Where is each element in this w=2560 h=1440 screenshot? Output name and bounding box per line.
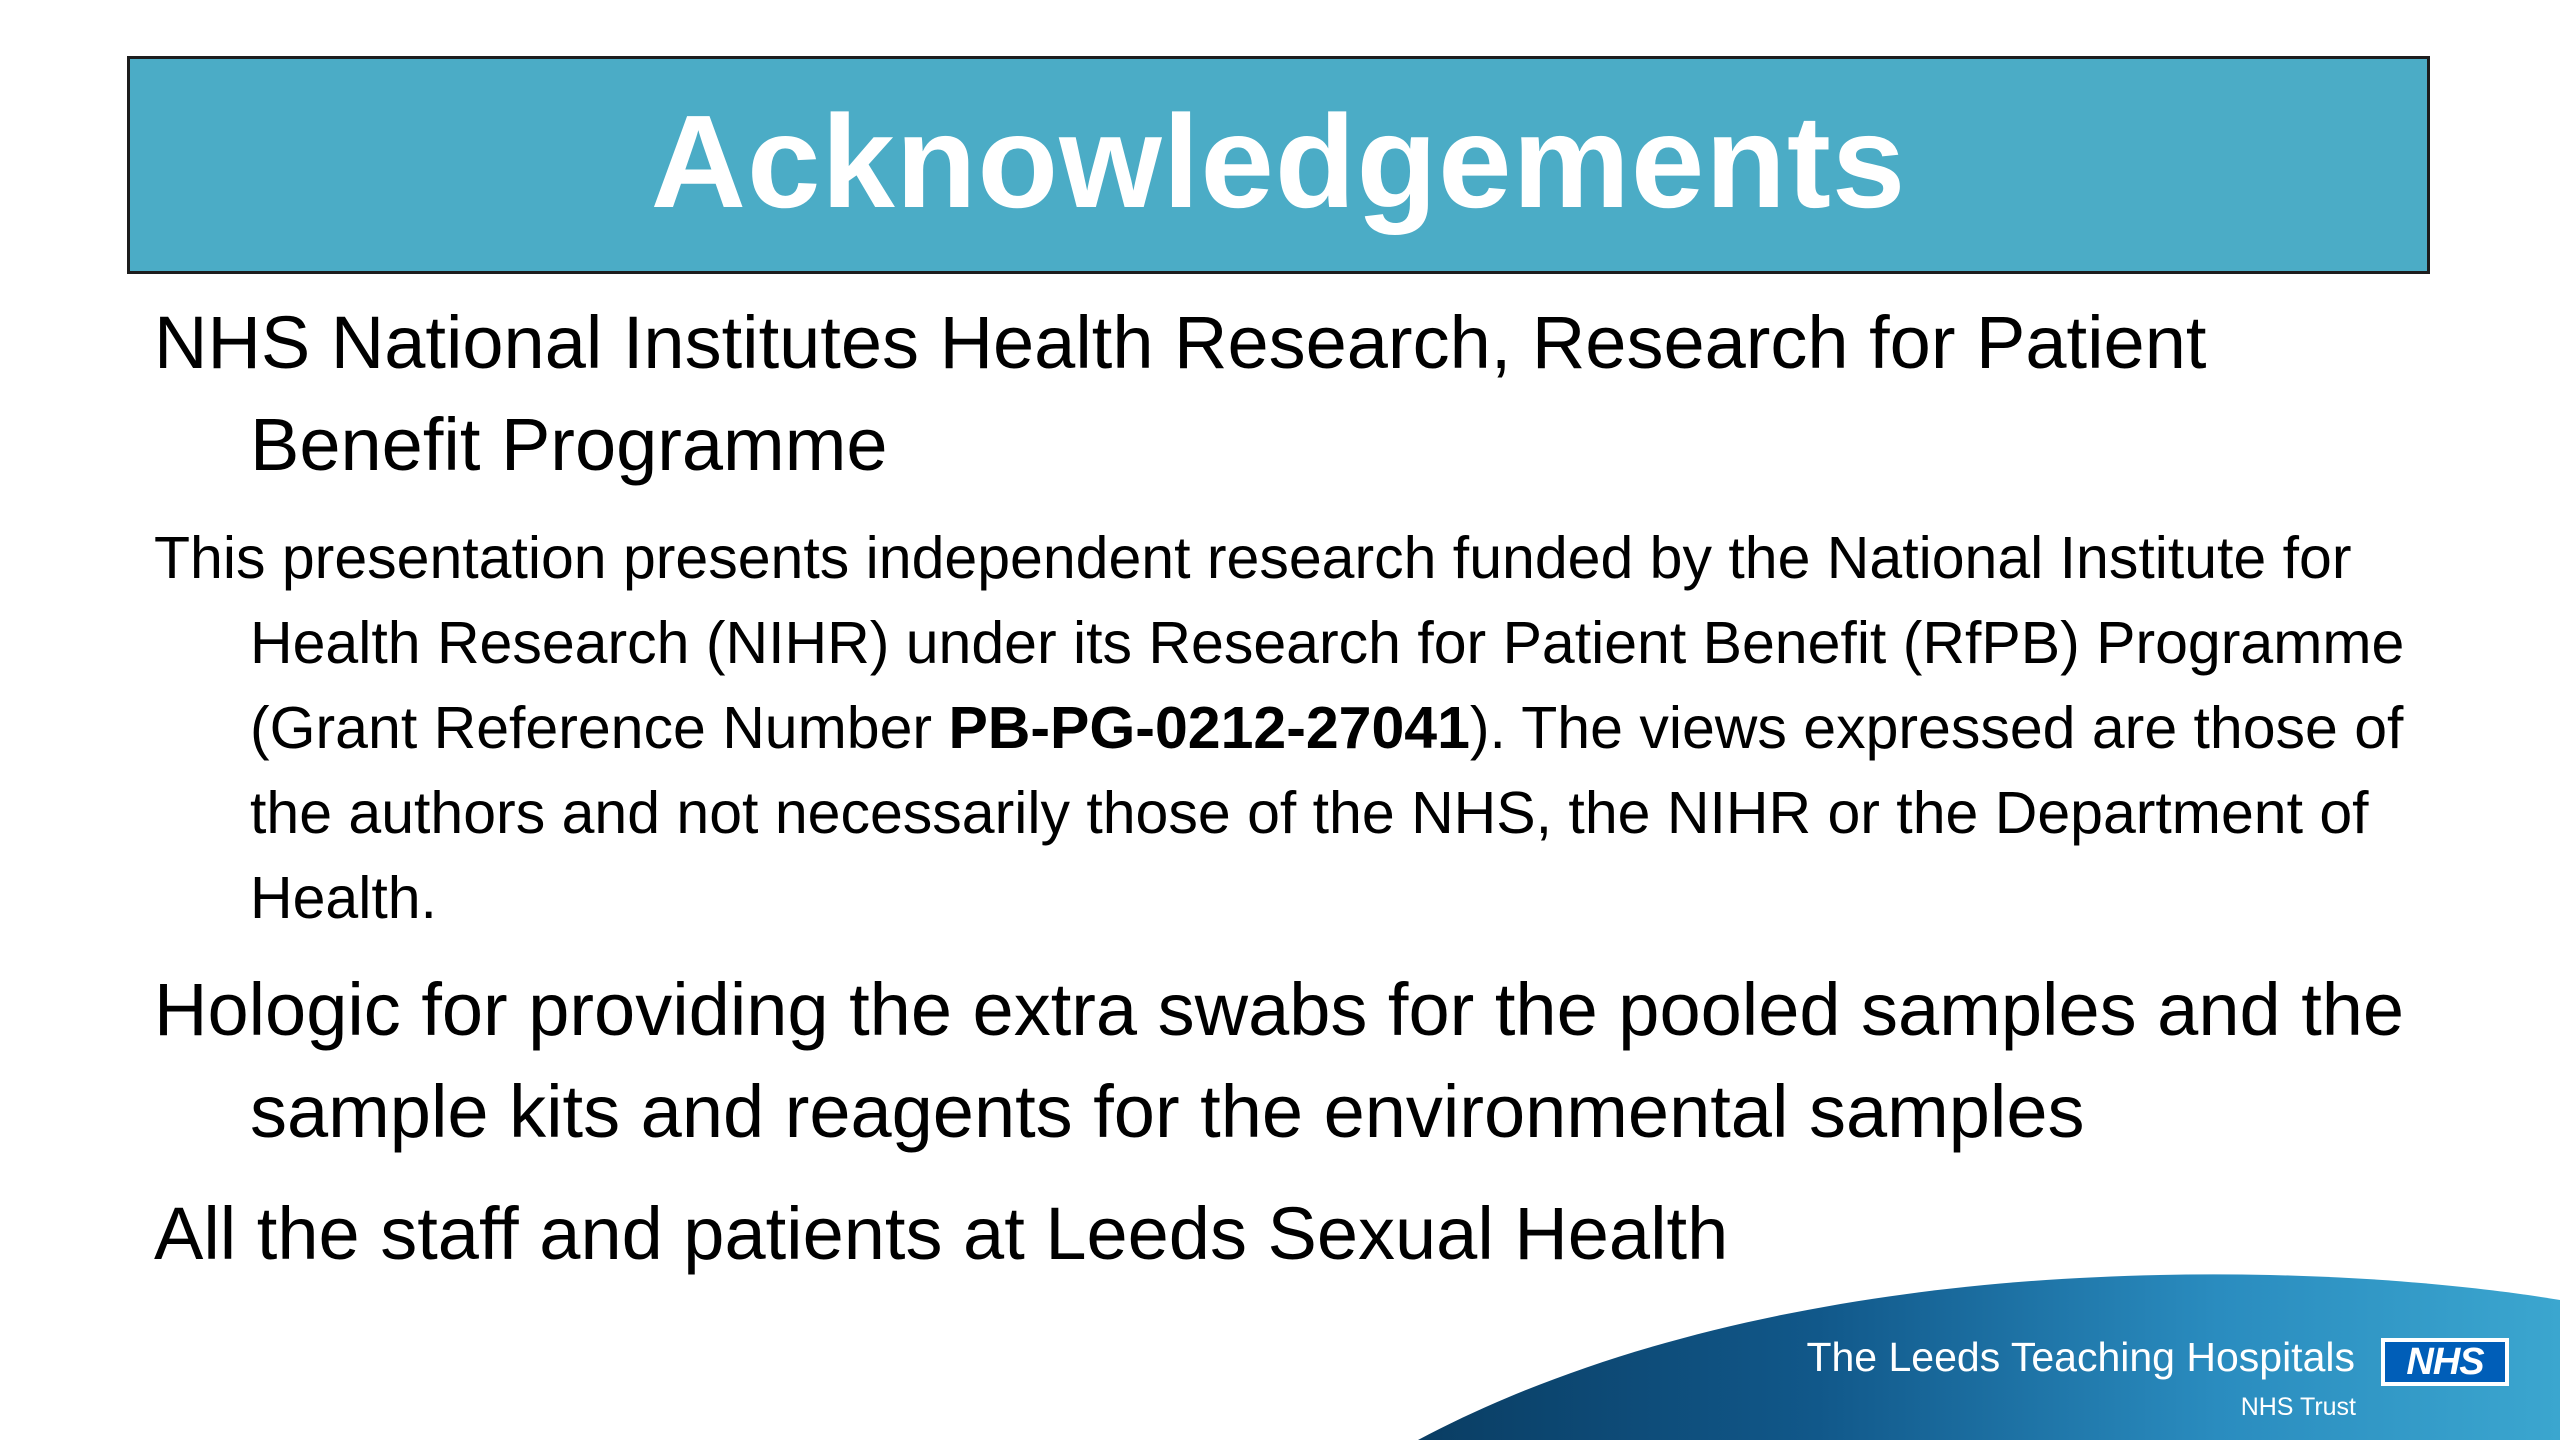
organisation-name: The Leeds Teaching Hospitals [1806,1334,2355,1380]
nhs-logo [2381,1338,2509,1386]
nhs-logo-text: NHS [2406,1341,2484,1383]
disclaimer-text-before: This presentation presents independent research funded by the National Institute for Health Research (NIHR) under its Research for Patient Benefit (RfPB) Programme (Grant Reference Number [154,525,2405,761]
acknowledgement-item: NHS National Institutes Health Research, Research for Patient Benefit Programme [154,301,2207,486]
slide-title: Acknowledgements [650,88,1907,235]
disclaimer-text-after: ). The views expressed are those of the authors and not necessarily those of the NHS, the NIHR or the Department of Health. [250,695,2404,931]
acknowledgement-item: Hologic for providing the extra swabs for the pooled samples and the sample kits and reagents for the environmental samples [154,968,2405,1153]
acknowledgement-item: All the staff and patients at Leeds Sexual Health [154,1192,1729,1275]
grant-reference-number: PB-PG-0212-27041 [948,695,1470,761]
organisation-subtitle: NHS Trust [2240,1393,2356,1421]
